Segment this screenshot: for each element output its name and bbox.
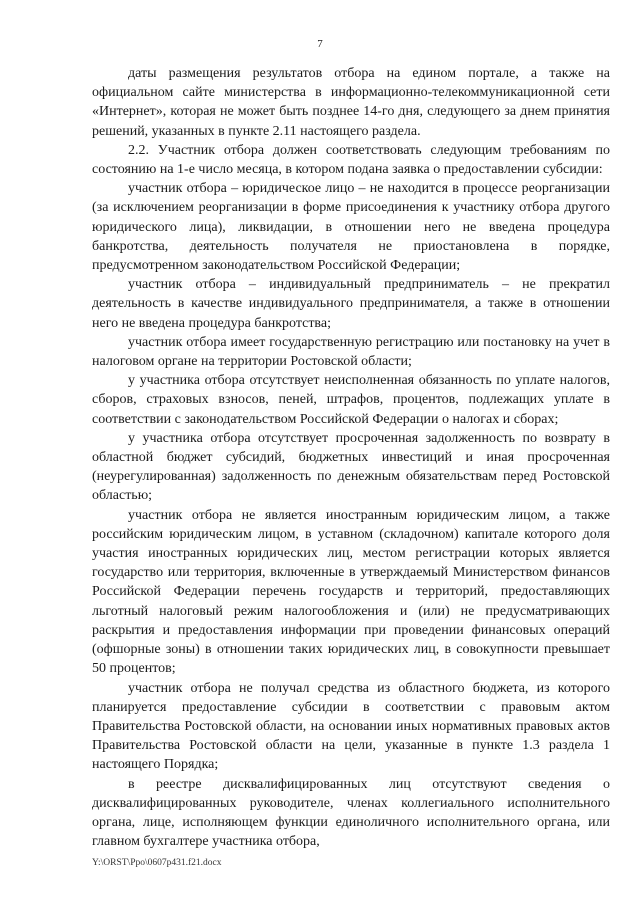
paragraph: даты размещения результатов отбора на едином портале, а также на официальном сайте министерства в информационно-телекоммуникационной сети «Интернет», которая не может быть позднее 14-го дня, следующего за днем принятия решений, указанных в пункте 2.11 настоящего раздела. — [92, 66, 610, 139]
footer-file-path: Y:\ORST\Ppo\0607p431.f21.docx — [92, 858, 222, 868]
page-number: 7 — [317, 38, 323, 50]
paragraph: у участника отбора отсутствует просроченная задолженность по возврату в областной бюджет субсидий, бюджетных инвестиций и иная просроченная (неурегулированная) задолженность по денежным обязательствам перед Ростовской областью; — [92, 430, 610, 504]
paragraph: участник отбора – юридическое лицо – не находится в процессе реорганизации (за исключением реорганизации в форме присоединения к участнику отбора другого юридического лица), ликвидации, в отношении него не введена процедура банкротства, деятельность получателя не приостановлена в порядке, предусмотренном законодательством Российской Федерации; — [92, 181, 610, 274]
document-body — [92, 64, 610, 851]
paragraph: в реестре дисквалифицированных лиц отсутствуют сведения о дисквалифицированных руководителе, членах коллегиального исполнительного органа, лице, исполняющем функции единоличного исполнительного органа, или главном бухгалтере участника отбора, — [92, 776, 610, 850]
paragraph: участник отбора – индивидуальный предприниматель – не прекратил деятельность в качестве индивидуального предпринимателя, а также в отношении него не введена процедура банкротства; — [92, 277, 610, 331]
paragraph: участник отбора имеет государственную регистрацию или постановку на учет в налоговом органе на территории Ростовской области; — [92, 334, 610, 370]
paragraph: участник отбора не является иностранным юридическим лицом, а также российским юридическим лицом, в уставном (складочном) капитале которого доля участия иностранных юридических лиц, местом регистрации которых является государство или территория, включенные в утверждаемый Министерством финансов Российской Федерации перечень государств и территорий, предоставляющих льготный налоговый режим налогообложения и (или) не предусматривающих раскрытия и предоставления информации при проведении финансовых операций (офшорные зоны) в отношении таких юридических лиц, в совокупности превышает 50 процентов; — [92, 507, 610, 677]
paragraph: 2.2. Участник отбора должен соответствовать следующим требованиям по состоянию на 1-е число месяца, в котором подана заявка о предоставлении субсидии: — [92, 142, 610, 178]
paragraph: у участника отбора отсутствует неисполненная обязанность по уплате налогов, сборов, страховых взносов, пеней, штрафов, процентов, подлежащих уплате в соответствии с законодательством Российской Федерации о налогах и сборах; — [92, 373, 610, 427]
paragraph: участник отбора не получал средства из областного бюджета, из которого планируется предоставление субсидии в соответствии с правовым актом Правительства Ростовской области, на основании иных нормативных правовых актов Правительства Ростовской области на цели, указанные в пункте 1.3 раздела 1 настоящего Порядка; — [92, 680, 610, 773]
